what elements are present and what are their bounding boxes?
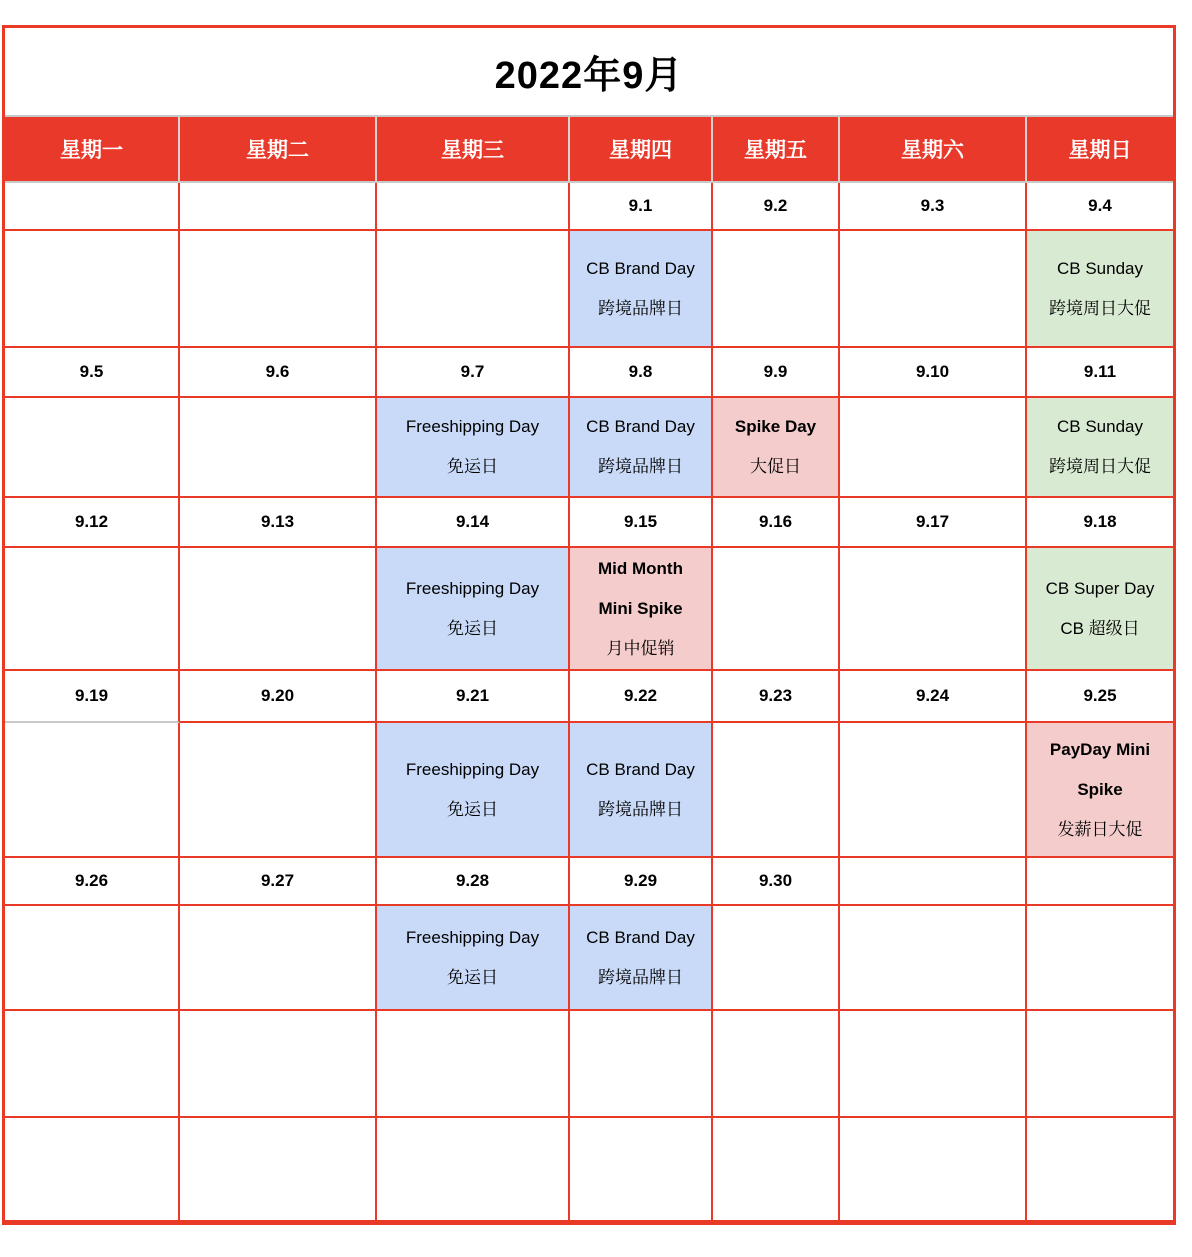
date-cell-9.28 bbox=[377, 858, 570, 906]
empty-cell bbox=[5, 1011, 180, 1118]
weekday-header-saturday: 星期六 bbox=[840, 117, 1027, 181]
event-line: 跨境品牌日 bbox=[598, 799, 683, 819]
weekday-header-monday: 星期一 bbox=[5, 117, 180, 181]
date-label: 9.22 bbox=[623, 686, 658, 705]
empty-cell bbox=[180, 1011, 377, 1118]
event-line: CB Brand Day bbox=[586, 927, 695, 947]
empty-cell bbox=[377, 1011, 570, 1118]
event-cell-empty bbox=[713, 548, 840, 671]
date-cell-9.1 bbox=[570, 183, 713, 231]
event-line: CB Sunday bbox=[1057, 258, 1143, 278]
event-line: Freeshipping Day bbox=[405, 927, 540, 947]
date-cell-empty bbox=[180, 183, 377, 231]
empty-cell bbox=[377, 1118, 570, 1220]
event-cell bbox=[1027, 398, 1173, 498]
event-cell-empty bbox=[713, 723, 840, 858]
event-cell bbox=[377, 548, 570, 671]
date-label: 9.13 bbox=[260, 512, 295, 531]
date-cell-empty bbox=[840, 858, 1027, 906]
event-cell bbox=[713, 398, 840, 498]
event-line: 跨境品牌日 bbox=[598, 967, 683, 987]
empty-cell bbox=[713, 1011, 840, 1118]
date-label: 9.4 bbox=[1088, 196, 1112, 215]
event-line: 大促日 bbox=[750, 457, 801, 476]
date-label: 9.30 bbox=[758, 871, 793, 890]
event-line: PayDay Mini bbox=[1049, 739, 1151, 759]
event-cell-empty bbox=[840, 548, 1027, 671]
weekday-header-row bbox=[5, 117, 1173, 183]
event-cell-empty bbox=[180, 398, 377, 498]
event-line: 跨境品牌日 bbox=[598, 298, 683, 318]
date-label: 9.27 bbox=[260, 871, 295, 890]
weekday-header-friday: 星期五 bbox=[713, 117, 840, 181]
date-cell-9.18 bbox=[1027, 498, 1173, 548]
date-label: 9.5 bbox=[79, 362, 104, 381]
date-cell-9.2 bbox=[713, 183, 840, 231]
event-line: 免运日 bbox=[447, 799, 498, 819]
empty-cell bbox=[1027, 1011, 1173, 1118]
date-cell-9.16 bbox=[713, 498, 840, 548]
date-label: 9.6 bbox=[265, 362, 290, 381]
date-cell-9.12 bbox=[5, 498, 180, 548]
event-cell bbox=[570, 906, 713, 1011]
event-cell-empty bbox=[5, 231, 180, 348]
date-cell-9.26 bbox=[5, 858, 180, 906]
event-line: CB Brand Day bbox=[586, 258, 695, 278]
event-line: Freeshipping Day bbox=[405, 759, 540, 779]
calendar-grid bbox=[5, 183, 1173, 1220]
event-line: 跨境周日大促 bbox=[1049, 298, 1151, 318]
weekday-header-wednesday: 星期三 bbox=[377, 117, 570, 181]
event-cell-empty bbox=[713, 906, 840, 1011]
weekday-header-thursday: 星期四 bbox=[570, 117, 713, 181]
event-line: 月中促销 bbox=[606, 638, 675, 658]
date-label: 9.20 bbox=[260, 686, 295, 705]
date-label: 9.23 bbox=[758, 686, 793, 705]
event-cell-empty bbox=[377, 231, 570, 348]
event-line: Spike Day bbox=[734, 417, 817, 436]
weekday-header-tuesday: 星期二 bbox=[180, 117, 377, 181]
event-cell bbox=[377, 398, 570, 498]
event-cell bbox=[1027, 231, 1173, 348]
date-cell-9.13 bbox=[180, 498, 377, 548]
date-cell-9.24 bbox=[840, 671, 1027, 723]
event-cell bbox=[570, 231, 713, 348]
event-line: 免运日 bbox=[447, 618, 498, 638]
date-cell-empty bbox=[377, 183, 570, 231]
date-cell-9.6 bbox=[180, 348, 377, 398]
date-cell-9.10 bbox=[840, 348, 1027, 398]
event-cell-empty bbox=[5, 723, 180, 858]
date-label: 9.2 bbox=[763, 196, 788, 215]
event-cell bbox=[570, 398, 713, 498]
event-line: CB Super Day bbox=[1045, 578, 1155, 598]
event-line: 免运日 bbox=[447, 457, 498, 476]
event-cell-empty bbox=[840, 723, 1027, 858]
date-label: 9.12 bbox=[74, 512, 109, 531]
event-cell bbox=[1027, 723, 1173, 858]
event-cell bbox=[377, 723, 570, 858]
date-label: 9.14 bbox=[455, 512, 490, 531]
event-cell-empty bbox=[840, 398, 1027, 498]
date-label: 9.24 bbox=[915, 686, 950, 705]
date-cell-9.11 bbox=[1027, 348, 1173, 398]
date-label: 9.7 bbox=[460, 362, 485, 381]
event-cell bbox=[377, 906, 570, 1011]
date-cell-9.19 bbox=[5, 671, 180, 723]
date-label: 9.17 bbox=[915, 512, 950, 531]
event-cell-empty bbox=[840, 906, 1027, 1011]
date-cell-empty bbox=[1027, 858, 1173, 906]
date-label: 9.8 bbox=[628, 362, 653, 381]
date-label: 9.3 bbox=[920, 196, 945, 215]
date-label: 9.18 bbox=[1083, 512, 1117, 531]
event-line: CB Brand Day bbox=[586, 759, 695, 779]
date-cell-empty bbox=[5, 183, 180, 231]
date-cell-9.20 bbox=[180, 671, 377, 723]
date-label: 9.1 bbox=[628, 196, 653, 215]
empty-cell bbox=[713, 1118, 840, 1220]
event-cell-empty bbox=[5, 906, 180, 1011]
date-cell-9.3 bbox=[840, 183, 1027, 231]
date-cell-9.7 bbox=[377, 348, 570, 398]
event-line: 跨境品牌日 bbox=[598, 457, 683, 476]
event-cell bbox=[1027, 548, 1173, 671]
empty-cell bbox=[570, 1118, 713, 1220]
weekday-header-sunday: 星期日 bbox=[1068, 139, 1132, 162]
event-line: 发薪日大促 bbox=[1057, 819, 1143, 839]
date-cell-9.14 bbox=[377, 498, 570, 548]
date-cell-9.5 bbox=[5, 348, 180, 398]
date-label: 9.29 bbox=[623, 871, 658, 890]
empty-cell bbox=[570, 1011, 713, 1118]
event-cell-empty bbox=[180, 548, 377, 671]
date-cell-9.9 bbox=[713, 348, 840, 398]
event-line: Freeshipping Day bbox=[405, 578, 540, 598]
empty-cell bbox=[180, 1118, 377, 1220]
event-cell-empty bbox=[180, 906, 377, 1011]
event-line: CB 超级日 bbox=[1060, 618, 1140, 638]
date-cell-9.27 bbox=[180, 858, 377, 906]
event-line: CB Sunday bbox=[1057, 417, 1143, 436]
event-cell-empty bbox=[5, 398, 180, 498]
date-label: 9.19 bbox=[74, 686, 109, 705]
date-label: 9.25 bbox=[1083, 686, 1117, 705]
event-cell-empty bbox=[5, 548, 180, 671]
date-cell-9.23 bbox=[713, 671, 840, 723]
event-line: 跨境周日大促 bbox=[1049, 457, 1151, 476]
empty-cell bbox=[5, 1118, 180, 1220]
calendar-title: 2022年9月 bbox=[494, 55, 684, 97]
event-line: Mid Month bbox=[598, 558, 683, 578]
date-cell-9.29 bbox=[570, 858, 713, 906]
date-label: 9.21 bbox=[455, 686, 490, 705]
date-cell-9.22 bbox=[570, 671, 713, 723]
calendar-sheet bbox=[2, 25, 1176, 1225]
date-cell-9.21 bbox=[377, 671, 570, 723]
date-label: 9.15 bbox=[623, 512, 658, 531]
date-cell-9.17 bbox=[840, 498, 1027, 548]
event-line: 免运日 bbox=[447, 967, 498, 987]
date-cell-9.8 bbox=[570, 348, 713, 398]
event-cell-empty bbox=[1027, 906, 1173, 1011]
event-cell-empty bbox=[840, 231, 1027, 348]
event-cell-empty bbox=[180, 723, 377, 858]
empty-cell bbox=[1027, 1118, 1173, 1220]
date-cell-9.15 bbox=[570, 498, 713, 548]
date-cell-9.30 bbox=[713, 858, 840, 906]
date-label: 9.26 bbox=[74, 871, 109, 890]
event-line: Mini Spike bbox=[598, 598, 683, 618]
event-cell bbox=[570, 548, 713, 671]
event-cell-empty bbox=[713, 231, 840, 348]
date-label: 9.16 bbox=[758, 512, 793, 531]
date-cell-9.4 bbox=[1027, 183, 1173, 231]
date-label: 9.9 bbox=[763, 362, 788, 381]
date-label: 9.10 bbox=[915, 362, 950, 381]
calendar-title-box bbox=[5, 28, 1173, 117]
date-cell-9.25 bbox=[1027, 671, 1173, 723]
event-line: CB Brand Day bbox=[586, 417, 695, 436]
date-label: 9.11 bbox=[1083, 362, 1117, 381]
event-cell-empty bbox=[180, 231, 377, 348]
empty-cell bbox=[840, 1011, 1027, 1118]
date-label: 9.28 bbox=[455, 871, 490, 890]
event-cell bbox=[570, 723, 713, 858]
event-line: Freeshipping Day bbox=[405, 417, 540, 436]
event-line: Spike bbox=[1077, 779, 1123, 799]
empty-cell bbox=[840, 1118, 1027, 1220]
